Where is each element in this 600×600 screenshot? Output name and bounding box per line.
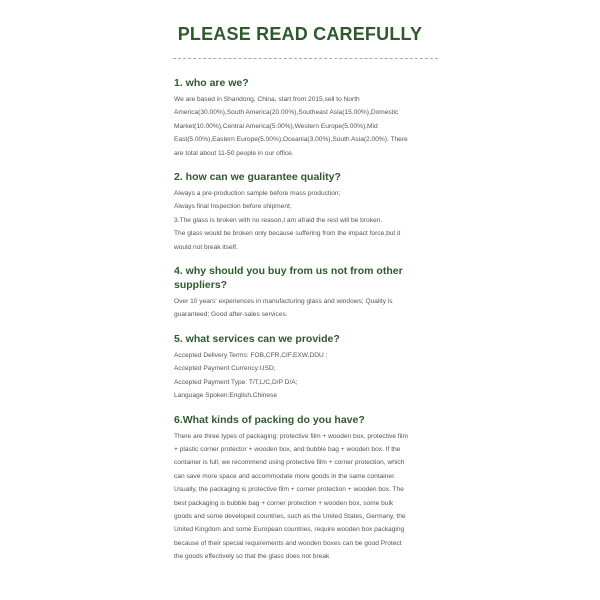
page-title: PLEASE READ CAREFULLY [177, 24, 423, 44]
body-line: would not break itself. [174, 243, 238, 251]
body-line: There are three types of packaging: protective film + wooden box, protective film [174, 432, 409, 440]
body-line: Always a pre-production sample before mass production; [174, 190, 341, 198]
section-quality [174, 170, 438, 254]
body-line: are total about 11-50 people in our office. [174, 149, 294, 157]
body-line: best packaging is bubble bag + corner protection + wooden box, some bulk [174, 499, 394, 507]
body-line: container is full, we recommend using protective film + corner protection, which [174, 459, 405, 467]
body-line: goods and some developed countries, such as the United States, Germany, the [174, 512, 406, 520]
section-body [174, 430, 438, 564]
section-body [174, 93, 438, 160]
body-line: guaranteed; Good after-sales services. [174, 311, 288, 319]
section-body [174, 187, 438, 254]
body-line: Accepted Delivery Terms: FOB,CFR,CIF,EXW,DDU ; [174, 351, 328, 359]
section-packing [174, 413, 438, 564]
body-line: United Kingdom and some European countries, require wooden box packaging [174, 526, 405, 534]
section-heading: 2. how can we guarantee quality? [174, 171, 341, 184]
body-line: the goods effectively so that the glass does not break [174, 553, 330, 561]
faq-content [174, 76, 438, 564]
section-heading: 5. what services can we provide? [174, 332, 340, 345]
body-line: can save more space and accommodate more goods in the same container. [174, 472, 396, 480]
body-line: Accepted Payment Type: T/T,L/C,D/P D/A; [174, 378, 298, 386]
body-line: because of their special requirements and wooden boxes can be good Protect [174, 539, 402, 547]
body-line: Always final Inspection before shipment; [174, 203, 292, 211]
body-line: 3.The glass is broken with no reason,I am afraid the rest will be broken. [174, 216, 383, 224]
section-why-buy [174, 264, 438, 322]
body-line: East(5.00%),Eastern Europe(5.00%),Oceania(3.00%),South Asia(2.00%). There [174, 136, 408, 144]
section-heading: 6.What kinds of packing do you have? [174, 413, 365, 426]
section-heading: 1. who are we? [174, 77, 249, 89]
body-line: Accepted Payment Currency:USD; [174, 365, 276, 373]
body-line: + plastic corner protector + wooden box, and bubble bag + wooden box. If the [174, 445, 401, 453]
section-body [174, 295, 438, 322]
body-line: The glass would be broken only because suffering from the impact force,but it [174, 230, 401, 238]
body-line: Over 10 years' experiences in manufacturing glass and windows; Quality is [174, 298, 393, 306]
section-who-are-we [174, 76, 438, 160]
body-line: Usually, the packaging is protective film + corner protection + wooden box. The [174, 486, 404, 494]
section-services [174, 332, 438, 403]
body-line: Language Spoken:English,Chinese [174, 392, 278, 400]
section-heading: 4. why should you buy from us not from other suppliers? [174, 265, 403, 292]
body-line: Market(10.00%),Central America(5.00%),Western Europe(5.00%),Mid [174, 122, 378, 130]
section-body [174, 349, 438, 403]
body-line: America(30.00%),South America(20.00%),Southeast Asia(15.00%),Domestic [174, 109, 399, 117]
dashed-divider [173, 58, 438, 59]
body-line: We are based in Shandong, China, start from 2015,sell to North [174, 96, 360, 103]
